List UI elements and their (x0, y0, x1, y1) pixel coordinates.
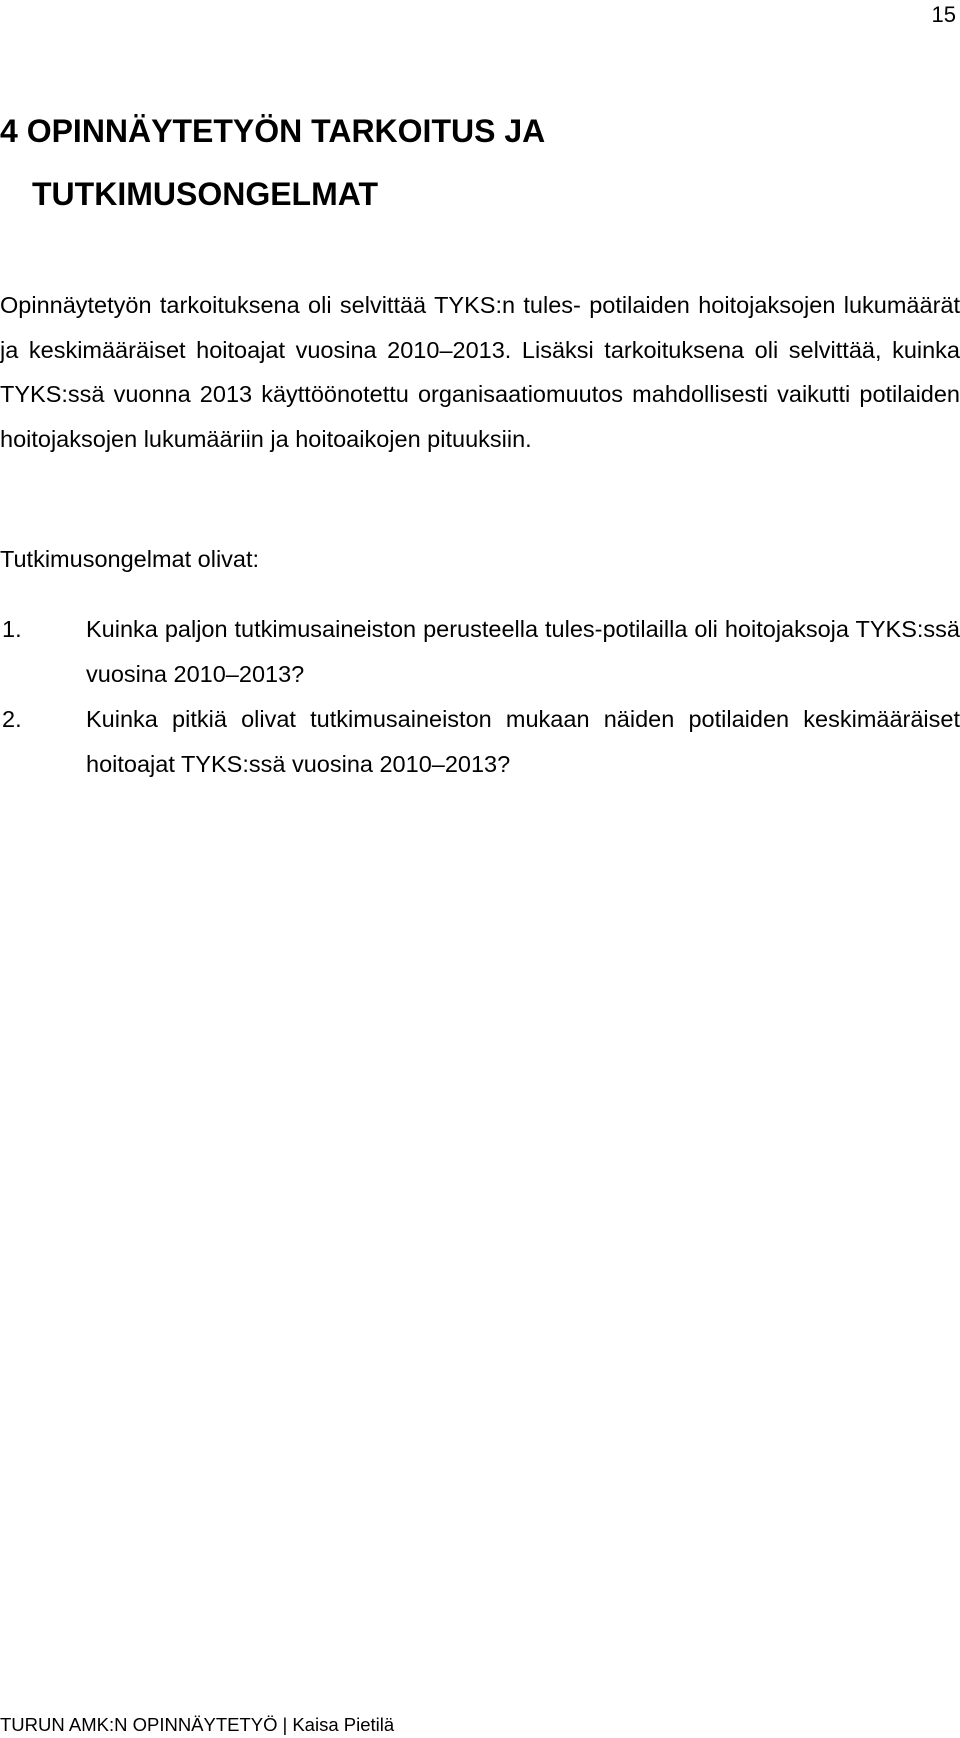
list-item-text: Kuinka paljon tutkimusaineiston perusteella tules-potilailla oli hoitojaksoja TYKS:ssä vuosina 2010–2013? (86, 616, 960, 687)
list-item (0, 697, 960, 786)
footer-author: Kaisa Pietilä (292, 1714, 395, 1735)
footer-institution: TURUN AMK:N OPINNÄYTETYÖ (0, 1714, 278, 1735)
list-item (0, 607, 960, 696)
list-item-text: Kuinka pitkiä olivat tutkimusaineiston mukaan näiden potilaiden keskimääräiset hoitoajat TYKS:ssä vuosina 2010–2013? (86, 706, 960, 777)
list-item-number: 1. (2, 616, 22, 642)
chapter-heading (0, 100, 545, 226)
page-footer (0, 1714, 394, 1736)
chapter-heading-line1: 4 OPINNÄYTETYÖN TARKOITUS JA (0, 113, 546, 149)
list-item-number: 2. (2, 706, 22, 732)
purpose-paragraph: Opinnäytetyön tarkoituksena oli selvittää TYKS:n tules- potilaiden hoitojaksojen lukumäärät ja keskimääräiset hoitoajat vuosina 2010–2013. Lisäksi tarkoituksena oli selvittää, kuinka TYKS:ssä vuonna 2013 käyttöönotettu organisaatiomuutos mahdollisesti vaikutti potilaiden hoitojaksojen lukumääriin ja hoitoaikojen pituuksiin. (0, 292, 960, 452)
footer-separator: | (282, 1714, 288, 1735)
research-questions-list (0, 607, 960, 787)
chapter-heading-line2: TUTKIMUSONGELMAT (32, 176, 379, 212)
research-problems-intro: Tutkimusongelmat olivat: (0, 546, 260, 572)
page-number: 15 (931, 2, 956, 27)
